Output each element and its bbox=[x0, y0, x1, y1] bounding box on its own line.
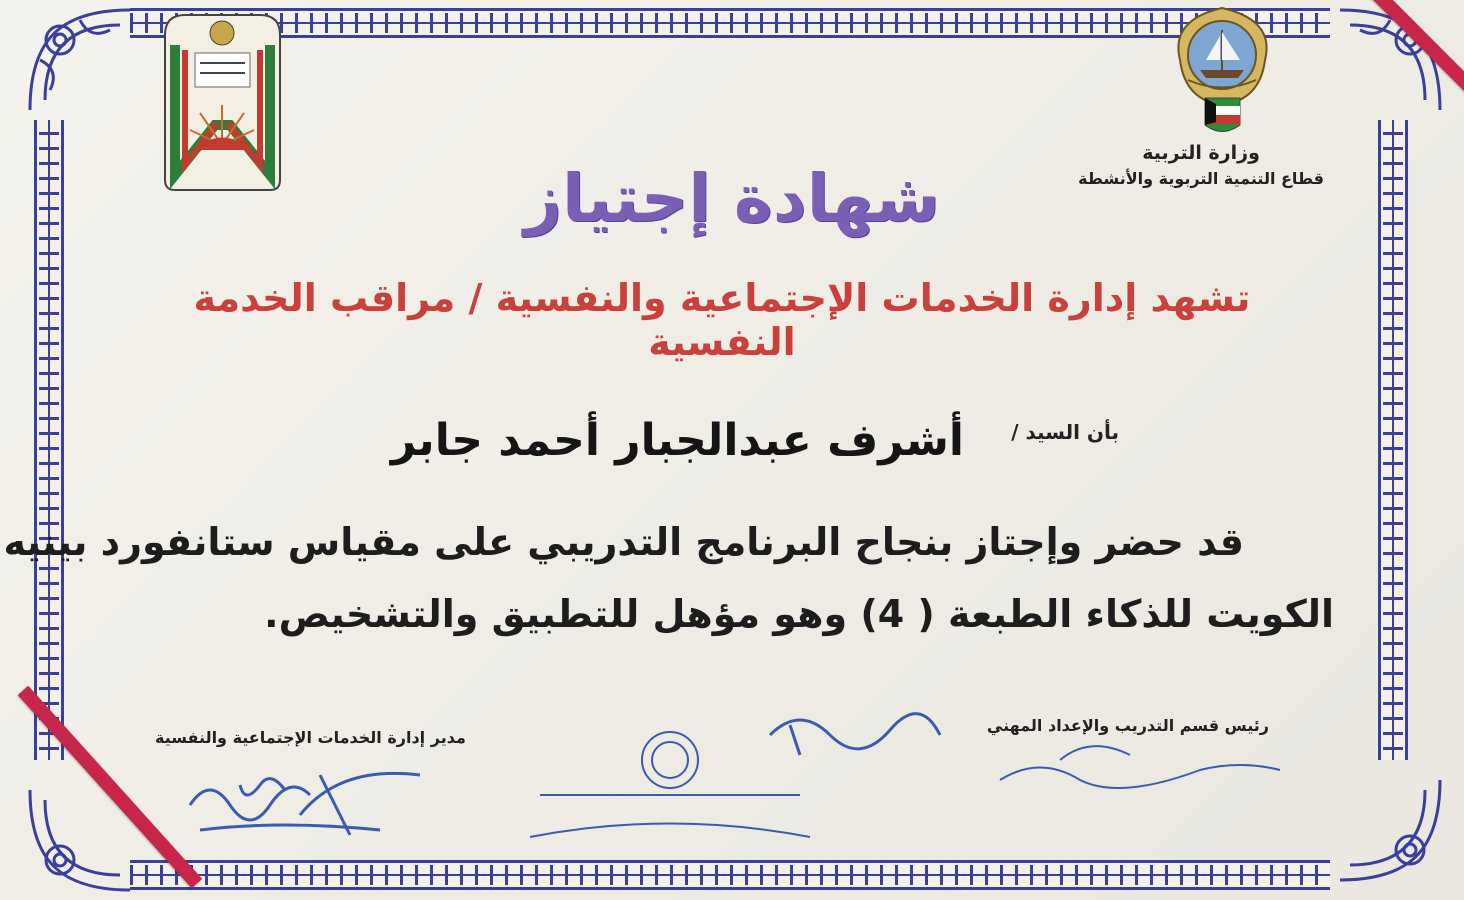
certificate-title: شهادة إجتياز bbox=[524, 160, 940, 237]
recipient-label: بأن السيد / bbox=[1011, 420, 1119, 444]
left-signature bbox=[180, 755, 440, 850]
kuwait-coat-of-arms-icon bbox=[1160, 0, 1285, 140]
corner-ornament-top-right bbox=[1330, 0, 1450, 120]
right-signature bbox=[750, 705, 1310, 795]
ministry-name: وزارة التربية bbox=[1142, 142, 1260, 164]
certificate-subtitle: تشهد إدارة الخدمات الإجتماعية والنفسية / مراقب الخدمة النفسية bbox=[193, 276, 1251, 364]
left-signatory-title: مدير إدارة الخدمات الإجتماعية والنفسية bbox=[155, 728, 466, 747]
body-line-1: قد حضر وإجتاز بنجاح البرنامج التدريبي على مقياس ستانفورد بينيه bbox=[3, 520, 1244, 564]
border-top bbox=[130, 8, 1330, 38]
recipient-name: أشرف عبدالجبار أحمد جابر bbox=[390, 415, 964, 466]
sector-name: قطاع التنمية التربوية والأنشطة bbox=[1078, 169, 1324, 188]
corner-ornament-bottom-right bbox=[1330, 770, 1450, 890]
body-line-2: الكويت للذكاء الطبعة ( 4) وهو مؤهل للتطبيق والتشخيص. bbox=[264, 592, 1334, 636]
corner-ornament-top-left bbox=[20, 0, 140, 120]
right-signatory-title: رئيس قسم التدريب والإعداد المهني bbox=[986, 716, 1269, 735]
border-bottom bbox=[130, 860, 1330, 890]
